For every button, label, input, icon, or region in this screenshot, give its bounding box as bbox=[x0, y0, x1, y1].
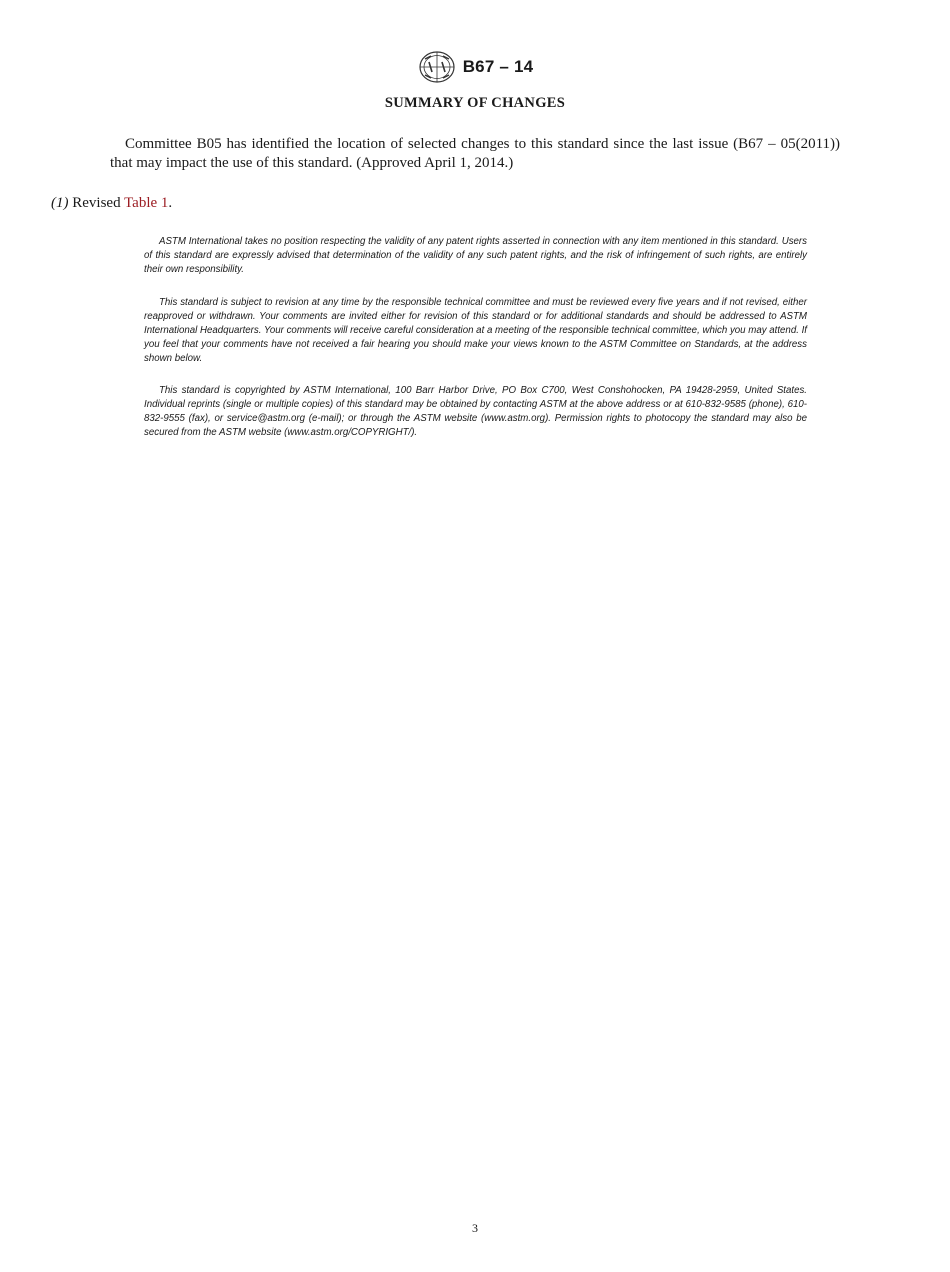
change-item bbox=[51, 194, 841, 213]
change-item-suffix: . bbox=[168, 195, 173, 211]
change-item-prefix: Revised bbox=[68, 195, 125, 211]
astm-logo-icon bbox=[417, 50, 457, 84]
page-header bbox=[0, 50, 950, 84]
change-item-number: (1) bbox=[51, 195, 69, 211]
copyright-notice: This standard is copyrighted by ASTM International, 100 Barr Harbor Drive, PO Box C700, West Conshohocken, PA 19428-2959, United States. Individual reprints (single or multiple copies) of this standard may be obtained by contacting ASTM at the above address or at 610-832-9585 (phone), 610-832-9555 (fax), or service@astm.org (e-mail); or through the ASTM website (www.astm.org). Permission rights to photocopy the standard may also be secured from the ASTM website (www.astm.org/COPYRIGHT/). bbox=[144, 385, 807, 438]
page-number: 3 bbox=[472, 1221, 478, 1235]
standard-designation: B67 – 14 bbox=[462, 57, 534, 76]
revision-notice: This standard is subject to revision at any time by the responsible technical committee and must be reviewed every five years and if not revised, either reapproved or withdrawn. Your comments are invited either for revision of this standard or for additional standards and should be addressed to ASTM International Headquarters. Your comments will receive careful consideration at a meeting of the responsible technical committee, which you may attend. If you feel that your comments have not received a fair hearing you should make your views known to the ASTM Committee on Standards, at the address shown below. bbox=[144, 297, 807, 364]
patent-notice: ASTM International takes no position respecting the validity of any patent rights asserted in connection with any item mentioned in this standard. Users of this standard are expressly advised that determination of the validity of any such patent rights, and the risk of infringement of such rights, are entirely their own responsibility. bbox=[144, 236, 807, 275]
summary-intro: Committee B05 has identified the location of selected changes to this standard since the last issue (B67 – 05(2011)) that may impact the use of this standard. (Approved April 1, 2014.) bbox=[110, 136, 840, 171]
section-title: SUMMARY OF CHANGES bbox=[384, 95, 566, 111]
table-1-link[interactable]: Table 1 bbox=[124, 195, 169, 211]
